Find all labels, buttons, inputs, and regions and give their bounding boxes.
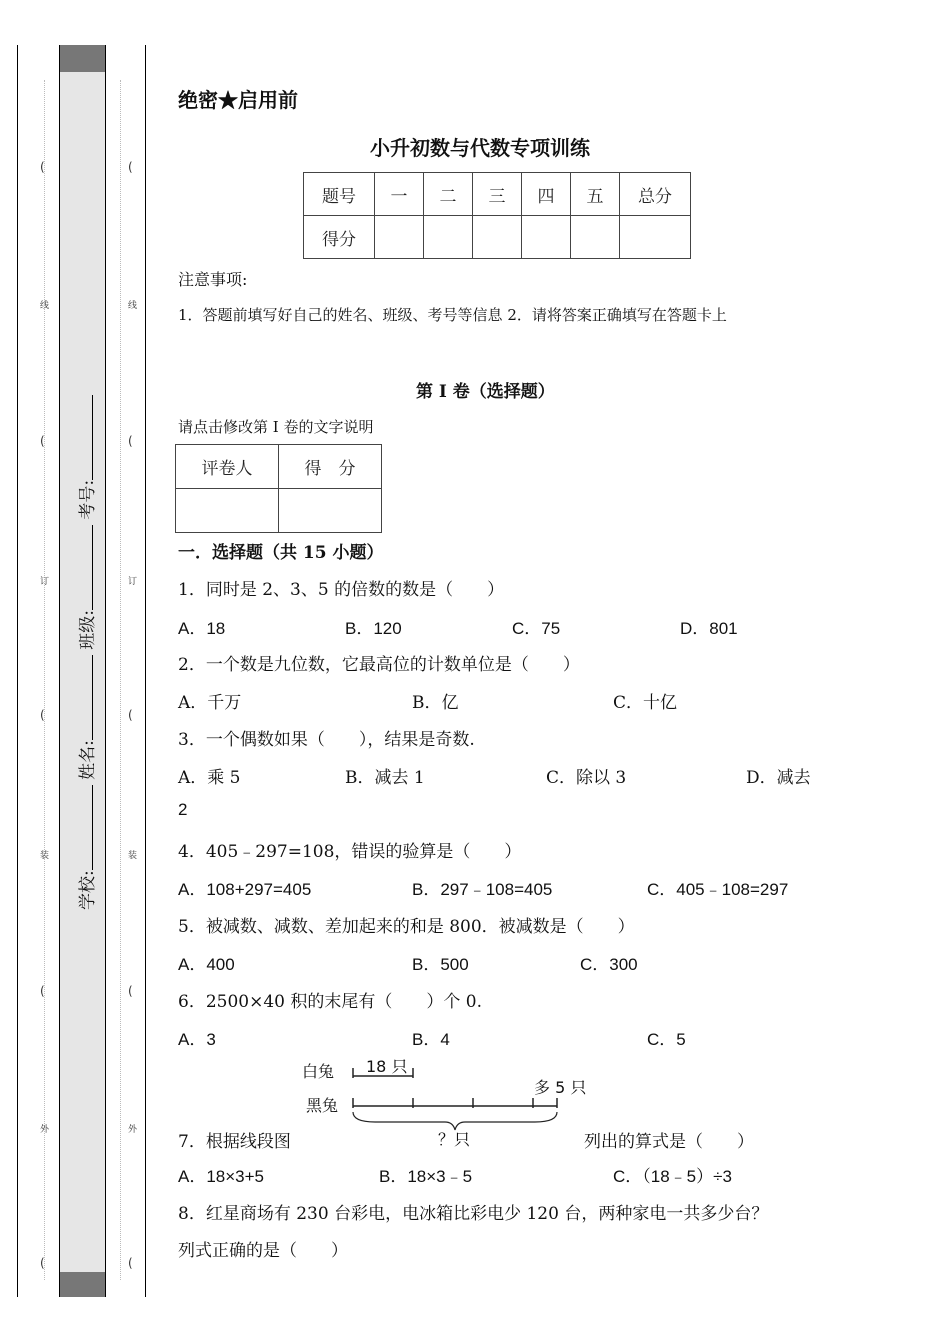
option[interactable]: A．乘 5 (178, 768, 241, 788)
score-header-cell: 二 (424, 173, 473, 216)
student-info-vertical (73, 395, 98, 910)
option[interactable]: B．18×3﹣5 (379, 1167, 473, 1186)
option[interactable]: B．4 (412, 1030, 450, 1049)
exam-no-label: 考号: (78, 479, 98, 520)
reviewer-table (175, 444, 382, 533)
option[interactable]: C．405﹣108=297 (647, 880, 789, 899)
option[interactable]: C．300 (580, 955, 638, 974)
class-blank[interactable] (78, 525, 93, 610)
margin-mark: ( (40, 984, 45, 998)
reviewer-score-header: 得 分 (279, 445, 382, 489)
margin-mark: 订 (128, 577, 138, 587)
margin-mark: ( (40, 160, 45, 174)
margin-line-right (145, 45, 146, 1297)
page-title: 小升初数与代数专项训练 (370, 136, 590, 160)
score-cell[interactable] (620, 216, 691, 259)
score-table (303, 172, 691, 259)
margin-mark: ( (128, 984, 133, 998)
option[interactable]: B．120 (345, 619, 402, 638)
margin-mark: ( (128, 434, 133, 448)
option[interactable]: C．（18﹣5）÷3 (613, 1167, 732, 1186)
margin-dotted-line (44, 80, 45, 1280)
margin-dotted-line-2 (120, 80, 121, 1280)
reviewer-score-cell[interactable] (279, 489, 382, 533)
score-cell[interactable] (424, 216, 473, 259)
score-cell[interactable] (522, 216, 571, 259)
score-header-cell: 一 (375, 173, 424, 216)
option[interactable]: C．十亿 (613, 693, 678, 713)
option[interactable]: A．千万 (178, 693, 242, 713)
option[interactable]: B．亿 (412, 693, 459, 713)
margin-mark: 装 (128, 851, 138, 861)
label-more5: 多 5 只 (534, 1078, 587, 1097)
score-header-cell: 三 (473, 173, 522, 216)
option-wrap: 2 (178, 800, 188, 819)
class-label: 班级: (78, 609, 98, 650)
question-stem: 1．同时是 2、3、5 的倍数的数是（ ） (178, 580, 505, 600)
white-rabbit-label: 白兔 (302, 1062, 335, 1081)
score-header-cell: 五 (571, 173, 620, 216)
question-stem: 5．被减数、减数、差加起来的和是 800．被减数是（ ） (178, 917, 635, 937)
label-18: 18 只 (366, 1057, 408, 1076)
question-stem: 4．405﹣297=108，错误的验算是（ ） (178, 842, 522, 862)
question-stem: 3．一个偶数如果（ ），结果是奇数. (178, 730, 475, 750)
margin-mark: 外 (40, 1125, 50, 1135)
question-stem-suffix: 列出的算式是（ ） (584, 1132, 754, 1152)
option[interactable]: C．5 (647, 1030, 686, 1049)
margin-mark: 线 (128, 301, 138, 311)
part1-title: 第 I 卷（选择题） (416, 382, 555, 402)
question-stem: 6．2500×40 积的末尾有（ ）个 0. (178, 992, 482, 1012)
margin-mark: ( (128, 1256, 133, 1270)
reviewer-cell[interactable] (176, 489, 279, 533)
option[interactable]: A．18×3+5 (178, 1167, 265, 1186)
margin-mark: 订 (40, 577, 50, 587)
question-stem: 8．红星商场有 230 台彩电，电冰箱比彩电少 120 台，两种家电一共多少台？ (178, 1204, 769, 1224)
margin-mark: ( (40, 1256, 45, 1270)
option[interactable]: B．减去 1 (345, 768, 425, 788)
margin-mark: ( (40, 434, 45, 448)
score-header-cell: 总分 (620, 173, 691, 216)
margin-line-left (17, 45, 18, 1297)
name-label: 姓名: (78, 740, 98, 780)
label-question: ？只 (438, 1130, 471, 1149)
score-header-cell: 四 (522, 173, 571, 216)
part1-description: 请点击修改第 I 卷的文字说明 (178, 418, 374, 436)
option[interactable]: D．减去 (746, 768, 811, 788)
notes-heading: 注意事项: (178, 270, 248, 289)
question-stem: 7．根据线段图 (178, 1132, 291, 1152)
exam-no-blank[interactable] (78, 395, 93, 480)
question-stem: 2．一个数是九位数，它最高位的计数单位是（ ） (178, 655, 580, 675)
margin-mark: 装 (40, 851, 50, 861)
option[interactable]: C．除以 3 (546, 768, 627, 788)
option[interactable]: D．801 (680, 619, 738, 638)
notes-text: 1．答题前填写好自己的姓名、班级、考号等信息 2．请将答案正确填写在答题卡上 (178, 306, 727, 324)
section1-title: 一．选择题（共 15 小题） (178, 543, 384, 563)
school-label: 学校: (78, 870, 98, 910)
margin-mark: 外 (128, 1125, 138, 1135)
score-cell[interactable] (571, 216, 620, 259)
score-cell[interactable] (375, 216, 424, 259)
option[interactable]: A．108+297=405 (178, 880, 312, 899)
margin-grey-cap-top (59, 45, 106, 72)
school-blank[interactable] (78, 785, 93, 870)
option[interactable]: C．75 (512, 619, 561, 638)
score-cell[interactable] (473, 216, 522, 259)
option[interactable]: B．297﹣108=405 (412, 880, 553, 899)
secret-label: 绝密★启用前 (178, 88, 298, 112)
margin-mark: ( (40, 708, 45, 722)
score-header-cell: 题号 (304, 173, 375, 216)
margin-grey-cap-bottom (59, 1272, 106, 1297)
name-blank[interactable] (78, 655, 93, 740)
margin-mark: ( (128, 708, 133, 722)
option[interactable]: A．18 (178, 619, 226, 638)
reviewer-header: 评卷人 (176, 445, 279, 489)
option[interactable]: A．3 (178, 1030, 216, 1049)
margin-mark: 线 (40, 301, 50, 311)
option[interactable]: B．500 (412, 955, 469, 974)
question-stem-line2: 列式正确的是（ ） (178, 1241, 348, 1261)
margin-mark: ( (128, 160, 133, 174)
score-row-label: 得分 (304, 216, 375, 259)
option[interactable]: A．400 (178, 955, 235, 974)
black-rabbit-label: 黑兔 (306, 1096, 339, 1115)
